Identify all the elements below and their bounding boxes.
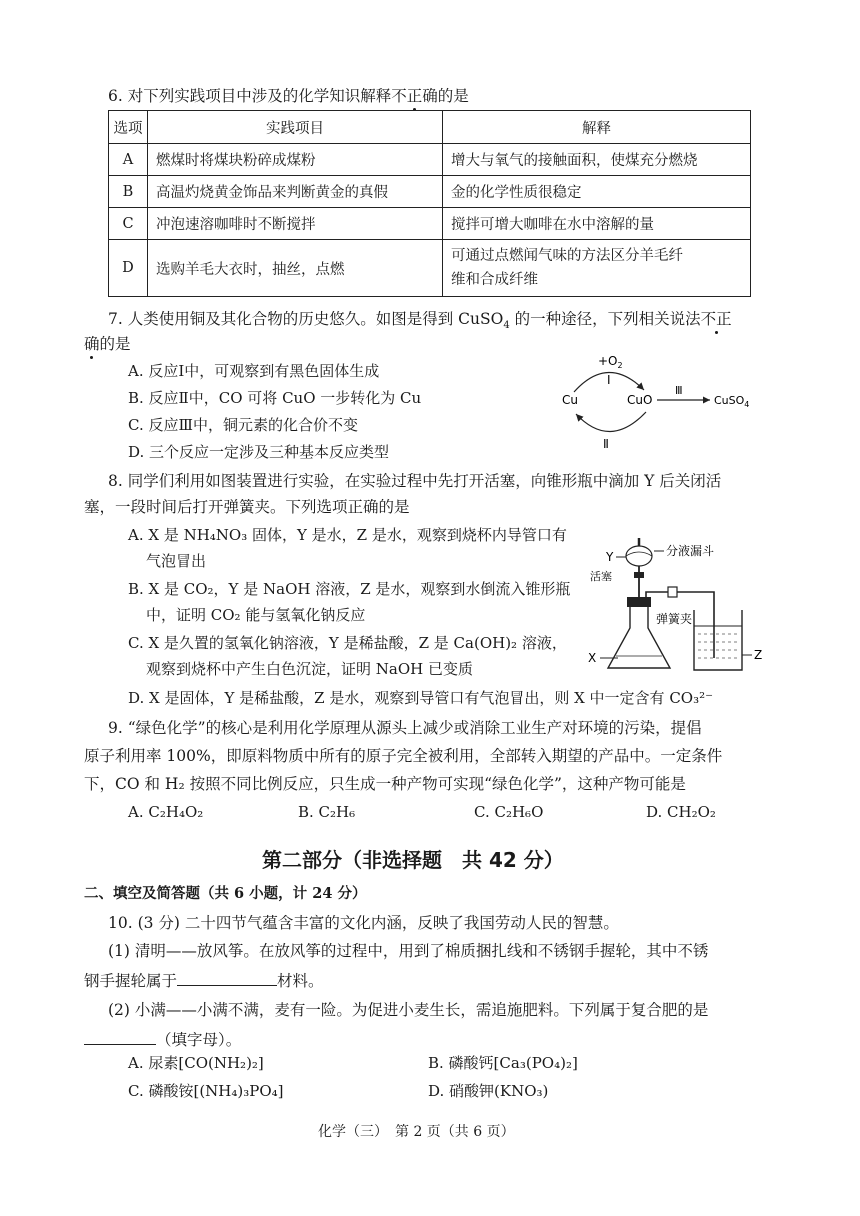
funnel-label: 分液漏斗 [666,544,715,558]
q7-stem-line1 [108,309,732,336]
row-project: 高温灼烧黄金饰品来判断黄金的真假 [148,176,443,208]
q7-option-b: B. 反应Ⅱ中，CO 可将 CuO 一步转化为 Cu [128,389,422,407]
q8-option-b-line2: 中，证明 CO₂ 能与氢氧化钠反应 [146,606,366,624]
q7-stem-emphasis2: 确 [84,335,100,353]
q8-apparatus-diagram [586,520,776,685]
header-explanation: 解释 [443,111,751,144]
row-project: 冲泡速溶咖啡时不断搅拌 [148,208,443,240]
spring-clamp-icon [668,587,677,597]
table-row [109,144,751,176]
q9-option-b: B. C₂H₆ [298,803,356,821]
q6-stem [108,86,469,106]
table-row [109,176,751,208]
q6-stem-text: 6. 对下列实践项目中涉及的化学知识解释 [108,87,392,105]
q6-stem-end: 的是 [437,87,469,105]
reaction-3-label: Ⅲ [675,384,683,397]
q10-stem: 10. (3 分) 二十四节气蕴含丰富的文化内涵，反映了我国劳动人民的智慧。 [108,914,619,932]
cuo-label: CuO [627,393,653,407]
q7-option-d: D. 三个反应一定涉及三种基本反应类型 [128,443,390,461]
z-label: Z [754,648,763,662]
q8-option-c-line1: C. X 是久置的氢氧化钠溶液，Y 是稀盐酸，Z 是 Ca(OH)₂ 溶液， [128,634,567,652]
q7-option-a: A. 反应Ⅰ中，可观察到有黑色固体生成 [128,362,380,380]
header-project: 实践项目 [148,111,443,144]
q9-option-a: A. C₂H₄O₂ [128,803,204,821]
q9-line2: 原子利用率 100%，即原料物质中所有的原子完全被利用，全部转入期望的产品中。一定条件 [84,747,723,765]
stopcock-label: 活塞 [590,570,612,583]
row-option: B [109,176,148,208]
row-option: C [109,208,148,240]
table-row [109,208,751,240]
header-option: 选项 [109,111,148,144]
row-explanation-line1: 可通过点燃闻气味的方法区分羊毛纤 [451,248,683,264]
q10-option-d: D. 硝酸钾(KNO₃) [428,1082,549,1100]
q6-table [108,110,751,297]
q8-stem-line2: 塞，一段时间后打开弹簧夹。下列选项正确的是 [84,498,410,516]
q6-stem-emphasis: 不正确 [391,87,438,105]
q8-stem-line1: 8. 同学们利用如图装置进行实验，在实验过程中先打开活塞，向锥形瓶中滴加 Y 后关闭活 [108,472,722,490]
cuso4-label: CuSO$_4$ [714,394,750,409]
reaction-1-label: Ⅰ [607,373,611,387]
q7-option-c: C. 反应Ⅲ中，铜元素的化合价不变 [128,416,358,434]
q7-stem-end: 的是 [99,335,131,353]
reaction-2-label: Ⅱ [603,437,609,451]
y-label: Y [606,550,614,564]
q9-line3: 下，CO 和 H₂ 按照不同比例反应，只生成一种产物可实现“绿色化学”，这种产物可能是 [84,775,686,793]
row-option: A [109,144,148,176]
clamp-label: 弹簧夹 [656,612,693,626]
q10-option-b: B. 磷酸钙[Ca₃(PO₄)₂] [428,1054,578,1072]
row-project: 燃煤时将煤块粉碎成煤粉 [148,144,443,176]
separatory-funnel [626,546,652,566]
section-two-heading: 二、填空及简答题（共 6 小题，计 24 分） [84,885,367,902]
q10-option-c: C. 磷酸铵[(NH₄)₃PO₄] [128,1082,284,1100]
stopcock-icon [634,572,644,578]
answer-blank[interactable] [177,969,277,986]
q7-stem-sub: 4 [503,320,510,332]
q10-part1-line2 [84,969,324,991]
q7-stem-line2 [84,334,131,354]
o2-label: $+O_2$ [598,354,623,370]
row-explanation-line2: 维和合成纤维 [451,272,538,288]
q10-part2-end: （填字母）。 [156,1031,242,1049]
q8-option-b-line1: B. X 是 CO₂，Y 是 NaOH 溶液，Z 是水，观察到水倒流入锥形瓶 [128,580,571,598]
row-option: D [109,240,148,297]
q8-option-a-line1: A. X 是 NH₄NO₃ 固体，Y 是水，Z 是水，观察到烧杯内导管口有 [128,526,567,544]
beaker [694,610,742,670]
q7-stem-emphasis: 不正 [700,310,732,328]
arrow-reaction-2 [576,412,646,432]
q8-option-a-line2: 气泡冒出 [146,552,207,570]
q10-part1-end: 材料。 [277,972,324,990]
table-row [109,240,751,297]
q10-part1-line1: (1) 清明——放风筝。在放风筝的过程中，用到了棉质捆扎线和不锈钢手握轮，其中不锈 [108,942,709,960]
q8-option-c-line2: 观察到烧杯中产生白色沉淀，证明 NaOH 已变质 [146,660,473,678]
row-project: 选购羊毛大衣时，抽丝，点燃 [148,240,443,297]
q7-reaction-diagram [560,348,770,454]
x-label: X [588,651,597,665]
q7-stem-text: 7. 人类使用铜及其化合物的历史悠久。如图是得到 CuSO [108,310,504,328]
row-explanation: 增大与氧气的接触面积，使煤充分燃烧 [443,144,751,176]
table-header-row [109,111,751,144]
q10-option-a: A. 尿素[CO(NH₂)₂] [128,1054,264,1072]
cu-label: Cu [562,393,578,407]
row-explanation: 金的化学性质很稳定 [443,176,751,208]
q8-option-d: D. X 是固体，Y 是稀盐酸，Z 是水，观察到导管口有气泡冒出，则 X 中一定含有 CO₃²⁻ [128,689,714,707]
part-two-heading: 第二部分（非选择题 共 42 分） [262,848,564,872]
answer-blank[interactable] [84,1028,156,1045]
q7-stem-text2: 的一种途径，下列相关说法 [509,310,701,328]
rubber-stopper [627,597,651,607]
q9-option-d: D. CH₂O₂ [646,803,716,821]
q10-part2-line2 [84,1028,241,1050]
q9-line1: 9. “绿色化学”的核心是利用化学原理从源头上减少或消除工业生产对环境的污染，提倡 [108,719,702,737]
page-footer: 化学（三） 第 2 页（共 6 页） [318,1124,515,1140]
q9-option-c: C. C₂H₆O [474,803,544,821]
q10-part1-text: 钢手握轮属于 [84,972,178,990]
q10-part2-line1: (2) 小满——小满不满，麦有一险。为促进小麦生长，需追施肥料。下列属于复合肥的是 [108,1001,709,1019]
row-explanation [443,240,751,297]
row-explanation: 搅拌可增大咖啡在水中溶解的量 [443,208,751,240]
